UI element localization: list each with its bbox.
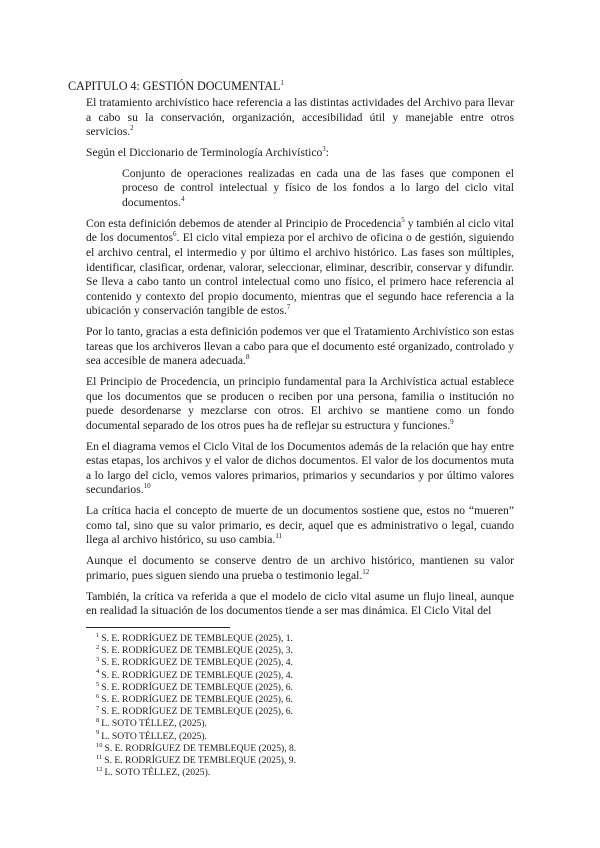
footnote-text: L. SOTO TÉLLEZ, (2025). — [101, 730, 207, 742]
paragraph — [86, 325, 514, 369]
footnote-ref: 10 — [143, 482, 151, 491]
quote-text: Conjunto de operaciones realizadas en cada una de las fases que componen el proceso de control intelectual y físico de los fondos a lo largo del ciclo vital documentos. — [122, 166, 514, 209]
paragraph-text: : — [325, 145, 330, 159]
footnote — [96, 633, 296, 645]
footnote-ref: 3 — [322, 145, 326, 154]
footnote-ref: 9 — [450, 417, 454, 426]
footnote-ref: 6 — [173, 230, 177, 239]
footnote-ref: 12 — [362, 567, 370, 576]
paragraph-text: Según el Diccionario de Terminología Archivístico — [86, 145, 323, 159]
footnote — [96, 731, 296, 743]
footnote-number: 4 — [96, 668, 100, 676]
chapter-heading-text: CAPITULO 4: GESTIÓN DOCUMENTAL — [68, 79, 281, 93]
footnote-number: 6 — [96, 692, 100, 700]
footnote-number: 12 — [96, 766, 103, 774]
footnote-text: S. E. RODRÍGUEZ DE TEMBLEQUE (2025), 4. — [101, 657, 293, 669]
footnote — [96, 682, 296, 694]
paragraph — [86, 146, 514, 161]
footnote-text: S. E. RODRÍGUEZ DE TEMBLEQUE (2025), 6. — [101, 694, 293, 706]
paragraph-text: y también al ciclo vital de los documentos — [86, 216, 514, 245]
footnote-ref: 2 — [130, 124, 134, 133]
footnote-ref: 4 — [180, 195, 185, 204]
footnote-ref: 8 — [245, 353, 250, 362]
footnote-text: S. E. RODRÍGUEZ DE TEMBLEQUE (2025), 3. — [101, 645, 293, 657]
footnote-ref: 11 — [275, 532, 283, 541]
chapter-heading — [68, 79, 284, 94]
footnote — [96, 755, 296, 767]
footnote — [96, 657, 296, 669]
paragraph-text: La crítica hacia el concepto de muerte de un documentos sostiene que, estos no “mueren” como tal, sino que su valor primario, es decir, aquel que es administrativo o legal, cuando llega al archivo histórico, su uso cambia. — [86, 504, 514, 547]
footnote-number: 11 — [96, 753, 103, 761]
footnote-number: 7 — [96, 705, 100, 713]
footnote-number: 5 — [96, 680, 100, 688]
footnote — [96, 718, 296, 730]
paragraph-text: Aunque el documento se conserve dentro de un archivo histórico, mantienen su valor primario, pues siguen siendo una prueba o testimonio legal. — [86, 554, 514, 582]
footnote-ref: 7 — [286, 303, 291, 312]
footnote — [96, 743, 296, 755]
paragraph-text: También, la crítica va referida a que el modelo de ciclo vital asume un flujo lineal, aunque en realidad la situación de los documentos tiende a ser mas dinámica. El Ciclo Vital del — [86, 589, 514, 618]
paragraph — [86, 96, 514, 140]
paragraph-text: Con esta definición debemos de atender al Principio de Procedencia — [86, 216, 402, 230]
paragraph — [86, 590, 514, 619]
paragraph-text: El tratamiento archivístico hace referencia a las distintas actividades del Archivo para llevar a cabo su la conservación, organización, accesibilidad útil y manejable entre otros servicios. — [86, 96, 514, 139]
paragraph — [86, 504, 514, 548]
footnote-number: 2 — [96, 644, 100, 652]
paragraph-text: . El ciclo vital empieza por el archivo de oficina o de gestión, siguiendo el archivo central, el intermedio y por último el archivo histórico. Las fases son múltiples, identificar, clasificar, ordenar, valorar, seleccionar, eliminar, describir, conservar y difundir. Se lleva a cabo tanto un control intelectual como uno físico, el primero hace referencia al contenido y contexto del propio documento, mientras que el segundo hace referencia a la ubicación y conservación tangible de estos. — [86, 231, 514, 318]
footnote-text: S. E. RODRÍGUEZ DE TEMBLEQUE (2025), 8. — [104, 742, 297, 754]
paragraph — [86, 375, 514, 433]
paragraph-text: Por lo tanto, gracias a esta definición podemos ver que el Tratamiento Archivístico son estas tareas que los archiveros llevan a cabo para que el documento esté organizado, controlado y sea accesible de manera adecuada. — [86, 325, 514, 368]
footnote-text: S. E. RODRÍGUEZ DE TEMBLEQUE (2025), 6. — [101, 681, 293, 693]
footnotes — [96, 633, 296, 779]
paragraph — [86, 217, 514, 319]
block-quote — [122, 167, 514, 211]
paragraph — [86, 440, 514, 498]
footnote-number: 10 — [96, 741, 103, 749]
footnote-text: L. SOTO TÉLLEZ, (2025). — [101, 718, 207, 730]
footnote-text: S. E. RODRÍGUEZ DE TEMBLEQUE (2025), 1. — [101, 633, 293, 644]
footnote-text: S. E. RODRÍGUEZ DE TEMBLEQUE (2025), 4. — [101, 669, 293, 681]
footnote — [96, 767, 296, 779]
body-text — [86, 96, 514, 625]
footnote-number: 8 — [96, 717, 100, 725]
footnote — [96, 645, 296, 657]
footnote — [96, 706, 296, 718]
footnote-text: L. SOTO TÉLLEZ, (2025). — [104, 767, 211, 779]
footnote-text: S. E. RODRÍGUEZ DE TEMBLEQUE (2025), 9. — [104, 755, 296, 767]
footnote-text: S. E. RODRÍGUEZ DE TEMBLEQUE (2025), 6. — [101, 706, 293, 718]
footnote-divider — [86, 627, 230, 628]
footnote-ref: 1 — [280, 78, 284, 87]
footnote — [96, 694, 296, 706]
footnote-ref: 5 — [401, 215, 405, 224]
paragraph — [86, 554, 514, 583]
footnote-number: 9 — [96, 729, 100, 737]
paragraph-text: El Principio de Procedencia, un principio fundamental para la Archivística actual establece que los documentos que se producen o reciben por una persona, familia o institución no puede desordenarse y mezclarse con otros. El archivo se mantiene como un fondo documental separado de los otros pues ha de reflejar su estructura y funciones. — [86, 375, 514, 432]
footnote-number: 1 — [96, 631, 100, 639]
paragraph-text: En el diagrama vemos el Ciclo Vital de los Documentos además de la relación que hay entre estas etapas, los archivos y el valor de dichos documentos. El valor de los documentos muta a lo largo del ciclo, vemos valores primarios, primarios y secundarios y por último valores secundarios. — [86, 439, 514, 497]
footnote-number: 3 — [96, 656, 100, 664]
footnote — [96, 670, 296, 682]
